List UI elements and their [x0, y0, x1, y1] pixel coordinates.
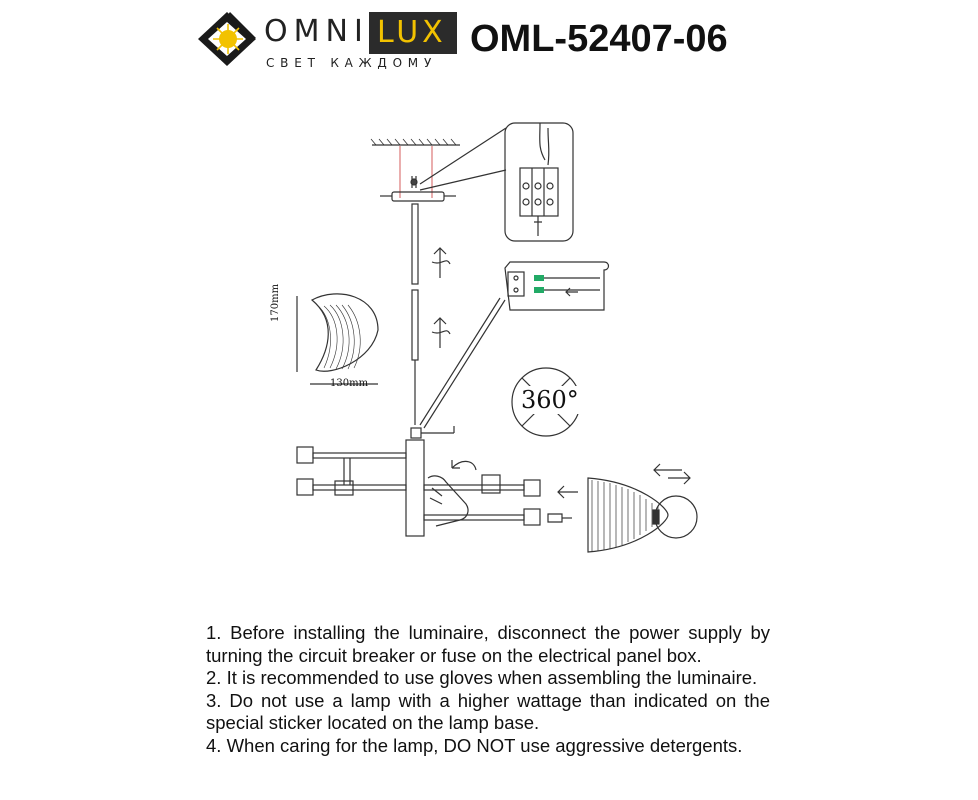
dim-width-label: 130mm [330, 378, 369, 389]
assembly-drawing [0, 100, 978, 580]
brand-tagline: СВЕТ КАЖДОМУ [266, 56, 438, 70]
instruction-4: 4. When caring for the lamp, DO NOT use aggressive detergents. [206, 734, 743, 756]
logo-mark-icon [194, 8, 260, 70]
brand-logo [194, 8, 464, 70]
rotation-label: 360° [521, 386, 579, 414]
brand-name-omni: OMNI [264, 14, 369, 49]
instruction-3: 3. Do not use a lamp with a higher wattage than indicated on the special sticker located on the lamp base. [206, 689, 770, 734]
model-number: OML-52407-06 [470, 18, 728, 60]
safety-instructions [206, 622, 770, 758]
instruction-2: 2. It is recommended to use gloves when assembling the luminaire. [206, 667, 758, 689]
brand-name-lux: LUX [369, 12, 457, 54]
instruction-1: 1. Before installing the luminaire, disconnect the power supply by turning the circuit breaker or fuse on the electrical panel box. [206, 622, 770, 666]
dim-height-label: 170mm [270, 283, 281, 322]
